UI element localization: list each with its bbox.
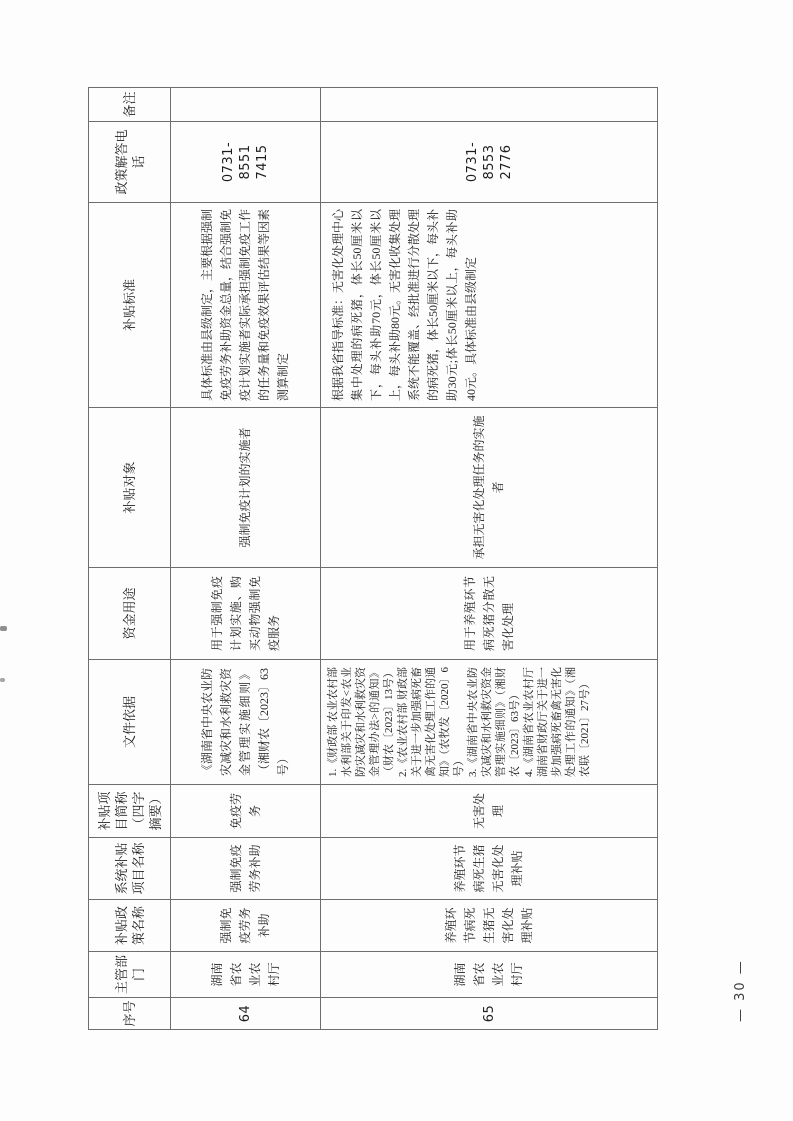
cell-short-name-65: 无害处理	[321, 785, 658, 838]
cell-document-basis-65	[321, 660, 658, 785]
cell-department-65: 湖南省农业农村厅	[321, 952, 658, 998]
table-row-64	[171, 88, 321, 1030]
page-number: — 30 —	[733, 959, 748, 1022]
col-header-target: 补贴对象	[89, 408, 171, 568]
cell-department-64: 湖南省农业农村厅	[171, 952, 321, 998]
cell-system-project-name-65: 养殖环节病死生猪无害化处理补贴	[321, 838, 658, 900]
document-basis-item: 2.《农业农村部 财政部关于进一步加强病死畜禽无害化处理工作的通知》（农牧发〔2020〕6号）	[397, 667, 465, 777]
cell-short-name-64: 免疫劳务	[171, 785, 321, 838]
document-basis-item: 3.《湖南省中央农业防灾减灾和水利救灾资金管理实施细则》（湘财农〔2023〕63号）	[467, 667, 521, 777]
col-header-fund-usage: 资金用途	[89, 568, 171, 660]
document-basis-item: 1.《财政部 农业农村部 水利部关于印发<农业防灾减灾和水利救灾资金管理办法>的通知》（财农〔2023〕13号）	[327, 667, 395, 777]
col-header-department: 主管部门	[89, 952, 171, 998]
document-basis-item: 4.《湖南省农业农村厅 湖南省财政厅关于进一步加强病死畜禽无害化处理工作的通知》（湘农联〔2021〕27号）	[523, 667, 591, 777]
cell-standard-64: 具体标准由县级制定，主要根据强制免疫劳务补助资金总量，结合强制免疫计划实施者实际承担强制免疫工作的任务量和免疫效果评估结果等因素测算制定	[171, 203, 321, 408]
cell-policy-name-64: 强制免疫劳务补助	[171, 900, 321, 952]
cell-standard-65: 根据我省指导标准：无害化处理中心集中处理的病死猪，体长50厘米以下，每头补助70元，体长50厘米以上，每头补助80元。无害化收集处理系统不能覆盖、经批准进行分散处理的病死猪，体长50厘米以下，每头补助30元;体长50厘米以上，每头补助40元。具体标准由县级制定	[321, 203, 658, 408]
subsidy-policy-table	[88, 87, 658, 1030]
document-basis-item: 《湖南省中央农业防灾减灾和水利救灾资金管理实施细则》（湘财农〔2023〕63号）	[200, 667, 290, 776]
cell-seq-65: 65	[321, 998, 658, 1030]
col-header-phone: 政策解答电话	[89, 122, 171, 203]
col-header-remark: 备注	[89, 88, 171, 122]
table-row-65	[321, 88, 658, 1030]
col-header-system-project-name: 系统补贴项目名称	[89, 838, 171, 900]
cell-document-basis-64	[171, 660, 321, 785]
col-header-standard: 补贴标准	[89, 203, 171, 408]
cell-fund-usage-64: 用于强制免疫计划实施、购买动物强制免疫服务	[171, 568, 321, 660]
cell-phone-65: 0731-8553 2776	[321, 122, 658, 203]
cell-policy-name-65: 养殖环节病死生猪无害化处理补贴	[321, 900, 658, 952]
scan-edge-mark	[0, 678, 5, 682]
cell-target-64: 强制免疫计划的实施者	[171, 408, 321, 568]
col-header-document-basis: 文件依据	[89, 660, 171, 785]
cell-seq-64: 64	[171, 998, 321, 1030]
cell-remark-64	[171, 88, 321, 122]
cell-fund-usage-65: 用于养殖环节病死猪分散无害化处理	[321, 568, 658, 660]
cell-system-project-name-64: 强制免疫劳务补助	[171, 838, 321, 900]
col-header-short-name: 补贴项目简称（四字摘要）	[89, 785, 171, 838]
scan-edge-mark	[0, 626, 7, 631]
cell-remark-65	[321, 88, 658, 122]
table-header-row	[89, 88, 171, 1030]
col-header-policy-name: 补贴政策名称	[89, 900, 171, 952]
col-header-seq: 序号	[89, 998, 171, 1030]
cell-target-65: 承担无害化处理任务的实施者	[321, 408, 658, 568]
rotated-subsidy-table	[88, 88, 657, 1030]
cell-phone-64: 0731-8551 7415	[171, 122, 321, 203]
